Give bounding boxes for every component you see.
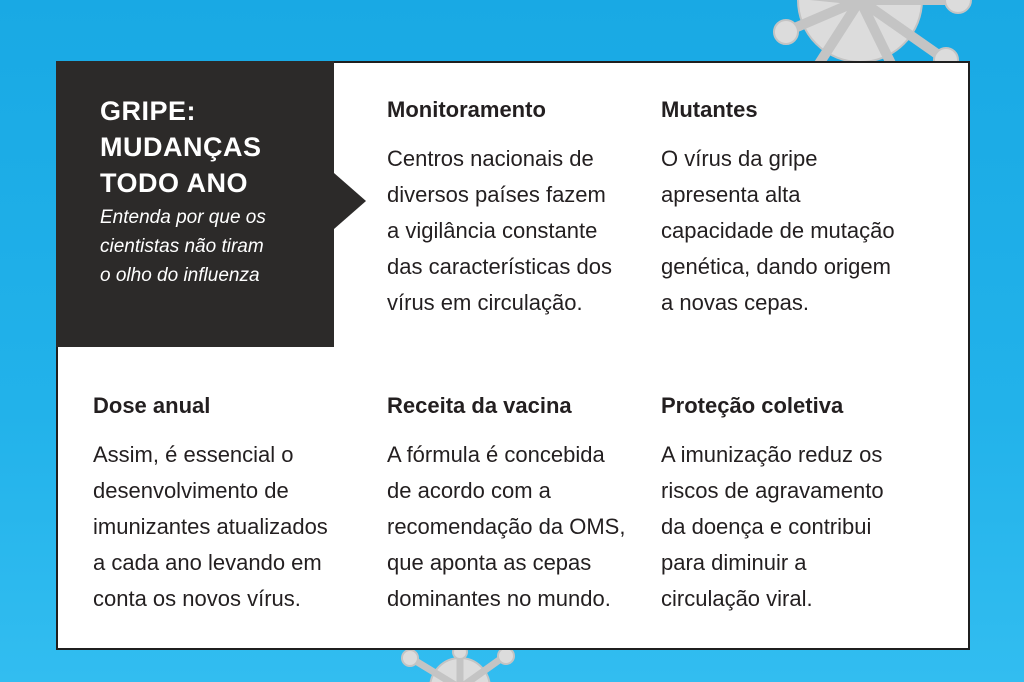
section-body: A fórmula é concebida de acordo com a recomendação da OMS, que aponta as cepas dominantes no mundo. — [387, 442, 626, 611]
page-subtitle: Entenda por que os cientistas não tiram o olho do influenza — [100, 207, 266, 286]
section-dose-anual — [93, 391, 363, 617]
section-body: A imunização reduz os riscos de agravamento da doença e contribui para diminuir a circulação viral. — [661, 442, 884, 611]
section-heading: Proteção coletiva — [661, 393, 844, 418]
virus-icon — [390, 648, 530, 682]
section-body: Centros nacionais de diversos países fazem a vigilância constante das características dos vírus em circulação. — [387, 146, 612, 315]
section-heading: Dose anual — [93, 393, 211, 418]
section-monitoramento — [387, 95, 657, 321]
section-heading: Receita da vacina — [387, 393, 572, 418]
info-card — [56, 61, 970, 650]
section-mutantes — [661, 95, 931, 321]
section-protecao-coletiva — [661, 391, 931, 617]
title-arrow — [334, 173, 366, 229]
section-receita-da-vacina — [387, 391, 657, 617]
section-body: Assim, é essencial o desenvolvimento de imunizantes atualizados a cada ano levando em conta os novos vírus. — [93, 442, 328, 611]
section-body: O vírus da gripe apresenta alta capacidade de mutação genética, dando origem a novas cepas. — [661, 146, 895, 315]
section-heading: Mutantes — [661, 97, 758, 122]
title-box — [56, 61, 334, 347]
section-heading: Monitoramento — [387, 97, 546, 122]
page-title: GRIPE: MUDANÇAS TODO ANO — [100, 96, 262, 198]
